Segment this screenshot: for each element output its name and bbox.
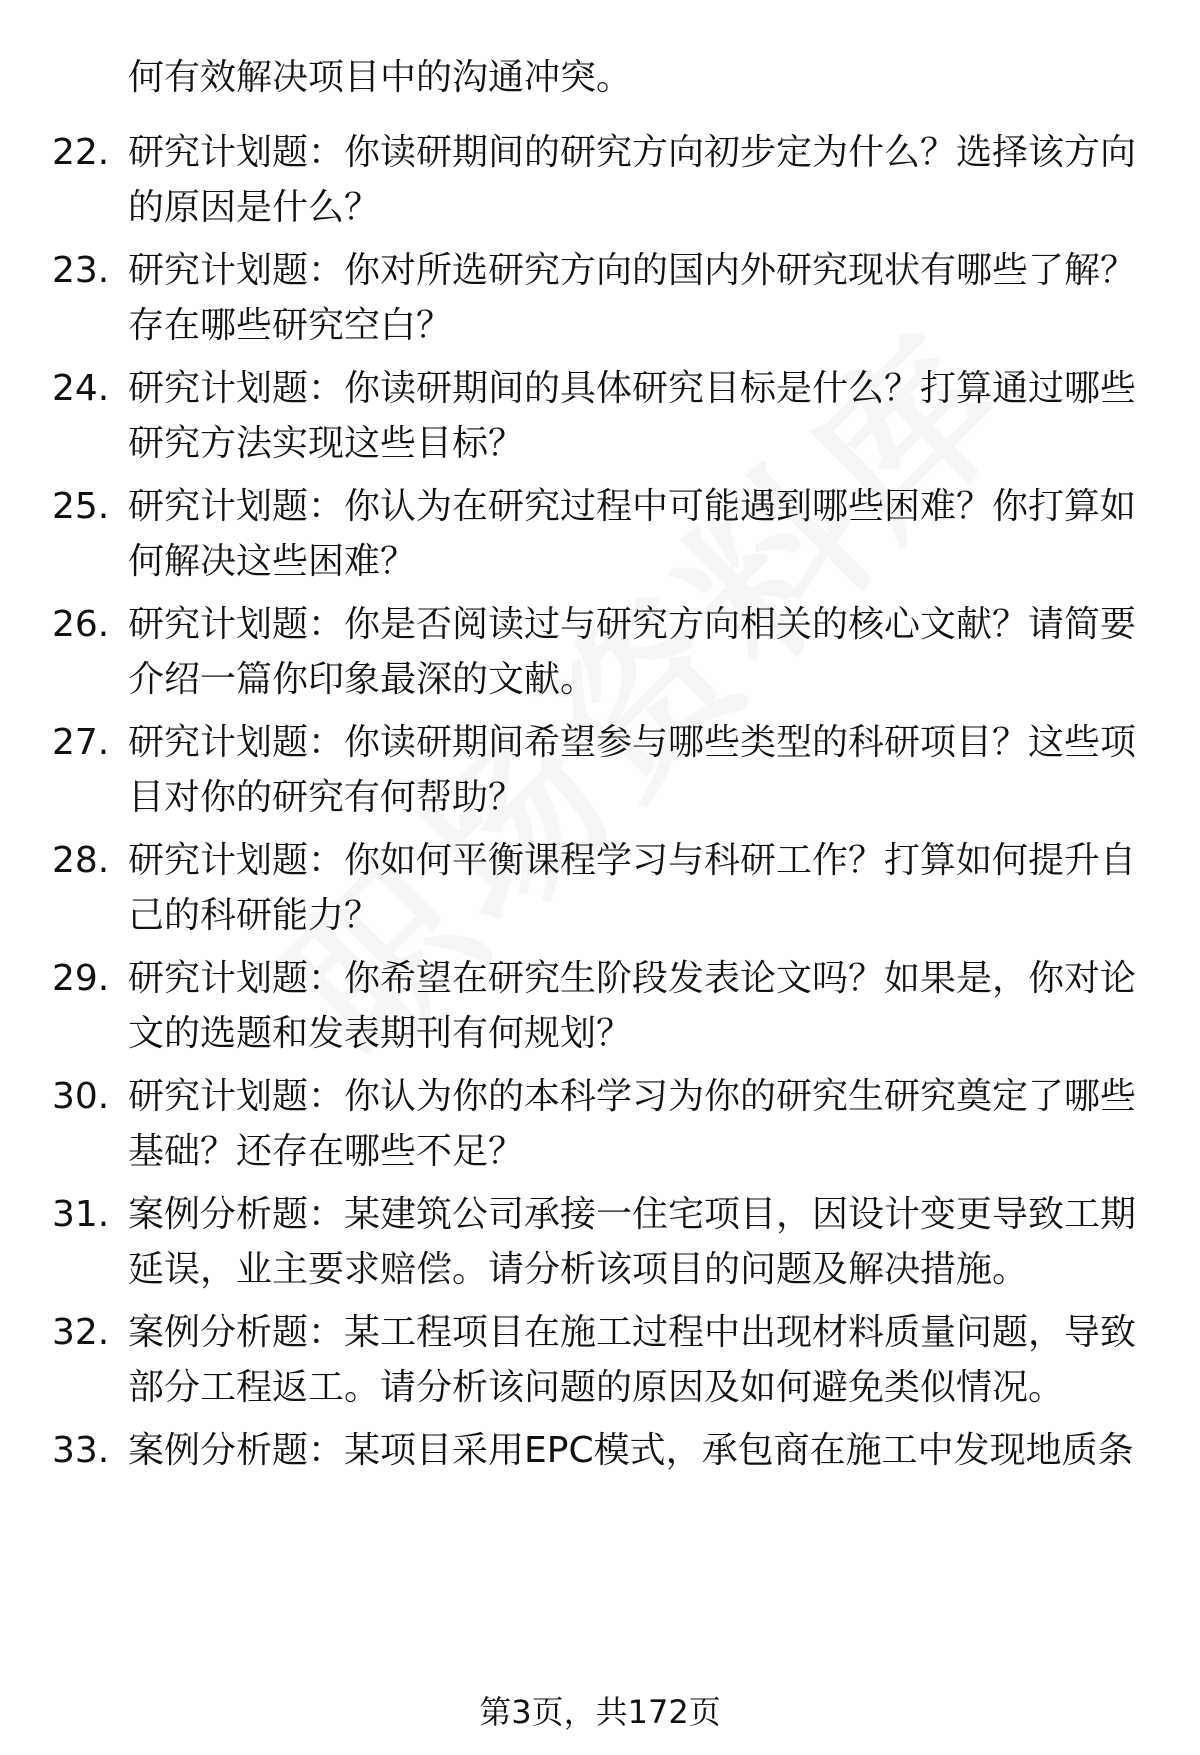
question-number: 28. [52, 840, 110, 881]
question-text-line1: 研究计划题：你对所选研究方向的国内外研究现状有哪些了解？ [128, 250, 1137, 291]
question-text-line2: 基础？还存在哪些不足？ [128, 1131, 525, 1172]
question-number: 33. [52, 1430, 110, 1471]
question-number: 29. [52, 958, 110, 999]
question-item-28 [0, 836, 1200, 946]
question-item-23 [0, 246, 1200, 356]
question-item-27 [0, 718, 1200, 828]
question-number: 30. [52, 1076, 110, 1117]
page-footer: 第3页，共172页 [479, 1693, 721, 1731]
question-text-line2: 目对你的研究有何帮助？ [128, 777, 525, 818]
question-number: 22. [52, 132, 110, 173]
question-text-line1: 案例分析题：某工程项目在施工过程中出现材料质量问题，导致 [128, 1312, 1137, 1353]
question-item-22 [0, 128, 1200, 238]
question-text-line1: 研究计划题：你认为你的本科学习为你的研究生研究奠定了哪些 [128, 1076, 1137, 1117]
question-number: 27. [52, 722, 110, 763]
question-text-line1: 研究计划题：你读研期间的研究方向初步定为什么？选择该方向 [128, 132, 1137, 173]
question-text-line2: 介绍一篇你印象最深的文献。 [128, 659, 597, 700]
question-text-line2: 延误，业主要求赔偿。请分析该项目的问题及解决措施。 [128, 1249, 1029, 1290]
question-text-line1: 研究计划题：你读研期间的具体研究目标是什么？打算通过哪些 [128, 368, 1137, 409]
question-item-32 [0, 1308, 1200, 1418]
question-text-line1: 案例分析题：某建筑公司承接一住宅项目，因设计变更导致工期 [128, 1194, 1137, 1235]
intro-line: 何有效解决项目中的沟通冲突。 [128, 57, 633, 98]
question-text-line2: 部分工程返工。请分析该问题的原因及如何避免类似情况。 [128, 1367, 1065, 1408]
question-text-line1: 研究计划题：你认为在研究过程中可能遇到哪些困难？你打算如 [128, 486, 1137, 527]
question-text-line2: 存在哪些研究空白？ [128, 305, 453, 346]
question-text-line1: 研究计划题：你是否阅读过与研究方向相关的核心文献？请简要 [128, 604, 1137, 645]
question-text-line1: 研究计划题：你希望在研究生阶段发表论文吗？如果是，你对论 [128, 958, 1137, 999]
question-number: 23. [52, 250, 110, 291]
question-item-29 [0, 954, 1200, 1064]
question-text-line1: 研究计划题：你如何平衡课程学习与科研工作？打算如何提升自 [128, 840, 1137, 881]
question-item-24 [0, 364, 1200, 474]
question-number: 24. [52, 368, 110, 409]
question-text-line1: 研究计划题：你读研期间希望参与哪些类型的科研项目？这些项 [128, 722, 1137, 763]
question-number: 25. [52, 486, 110, 527]
question-item-30 [0, 1072, 1200, 1182]
question-text-line2: 何解决这些困难？ [128, 541, 417, 582]
question-number: 31. [52, 1194, 110, 1235]
question-item-25 [0, 482, 1200, 592]
question-item-31 [0, 1190, 1200, 1300]
question-text-line2: 研究方法实现这些目标？ [128, 423, 525, 464]
question-text-line2: 己的科研能力？ [128, 895, 381, 936]
question-number: 26. [52, 604, 110, 645]
question-text-line1: 案例分析题：某项目采用EPC模式，承包商在施工中发现地质条 [128, 1430, 1134, 1471]
question-item-26 [0, 600, 1200, 710]
question-text-line2: 的原因是什么？ [128, 187, 381, 228]
question-text-line2: 文的选题和发表期刊有何规划？ [128, 1013, 633, 1054]
question-item-33 [0, 1426, 1200, 1481]
question-number: 32. [52, 1312, 110, 1353]
